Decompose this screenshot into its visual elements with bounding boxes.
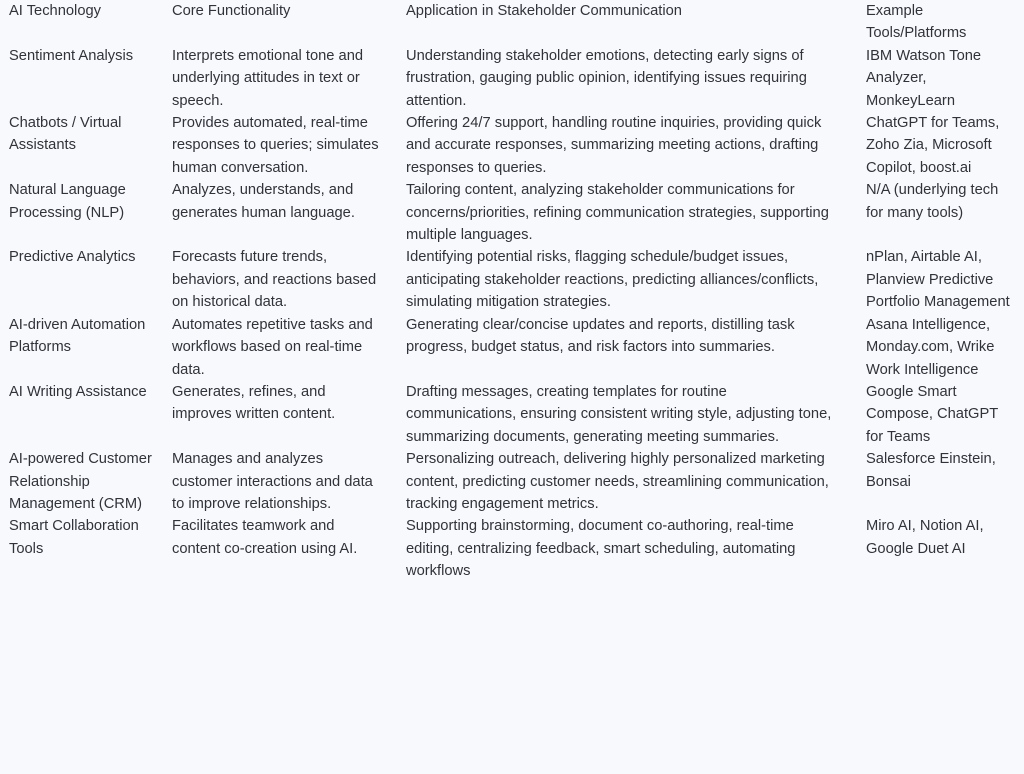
- table-row: [0, 515, 1024, 582]
- cell-tools: [863, 179, 1024, 246]
- cell-application: [398, 179, 863, 246]
- cell-text: Personalizing outreach, delivering highly personalized marketing content, predicting customer needs, streamlining communication, tracking engagement metrics.: [406, 451, 829, 512]
- cell-text: Forecasts future trends, behaviors, and reactions based on historical data.: [172, 249, 377, 311]
- column-header-example-tools: [863, 0, 1024, 45]
- cell-functionality: [166, 179, 398, 246]
- cell-technology: [0, 448, 166, 515]
- cell-text: Google Smart Compose, ChatGPT for Teams: [866, 383, 998, 445]
- cell-text: Offering 24/7 support, handling routine inquiries, providing quick and accurate responses, summarizing meeting actions, drafting responses to queries.: [406, 115, 822, 176]
- cell-text: Identifying potential risks, flagging schedule/budget issues, anticipating stakeholder reactions, predicting alliances/conflicts, simulating mitigation strategies.: [406, 249, 819, 311]
- cell-functionality: [166, 314, 398, 381]
- column-header-core-functionality: [166, 0, 398, 45]
- cell-tools: [863, 112, 1024, 179]
- cell-text: Smart Collaboration Tools: [9, 518, 139, 557]
- cell-text: Miro AI, Notion AI, Google Duet AI: [866, 518, 984, 557]
- cell-tools: [863, 381, 1024, 448]
- cell-technology: [0, 246, 166, 313]
- cell-tools: [863, 246, 1024, 313]
- cell-text: ChatGPT for Teams, Zoho Zia, Microsoft Copilot, boost.ai: [866, 115, 1000, 176]
- cell-text: Provides automated, real-time responses to queries; simulates human conversation.: [172, 115, 379, 176]
- table-row: [0, 314, 1024, 381]
- cell-text: Drafting messages, creating templates for routine communications, ensuring consistent writing style, adjusting tone, summarizing documents, generating meeting summaries.: [406, 383, 832, 445]
- table-header-row: [0, 0, 1024, 45]
- cell-functionality: [166, 381, 398, 448]
- cell-text: Tailoring content, analyzing stakeholder communications for concerns/priorities, refining communication strategies, supporting multiple languages.: [406, 182, 829, 244]
- cell-text: AI Writing Assistance: [9, 383, 147, 400]
- cell-text: Natural Language Processing (NLP): [9, 182, 126, 221]
- cell-functionality: [166, 448, 398, 515]
- column-header-label: AI Technology: [9, 3, 101, 19]
- cell-application: [398, 112, 863, 179]
- column-header-application: [398, 0, 863, 45]
- cell-tools: [863, 45, 1024, 112]
- cell-application: [398, 246, 863, 313]
- cell-tools: [863, 448, 1024, 515]
- cell-technology: [0, 314, 166, 381]
- cell-text: AI-driven Automation Platforms: [9, 316, 146, 356]
- table-row: [0, 45, 1024, 112]
- cell-text: Generating clear/concise updates and reports, distilling task progress, budget status, and risk factors into summaries.: [406, 316, 795, 356]
- cell-text: Chatbots / Virtual Assistants: [9, 115, 122, 154]
- table-row: [0, 246, 1024, 313]
- cell-text: AI-powered Customer Relationship Management (CRM): [9, 451, 152, 512]
- cell-text: Generates, refines, and improves written content.: [172, 383, 336, 423]
- cell-text: Predictive Analytics: [9, 249, 136, 266]
- cell-text: Asana Intelligence, Monday.com, Wrike Work Intelligence: [866, 316, 995, 378]
- table-header: [0, 0, 1024, 45]
- table-body: [0, 45, 1024, 583]
- cell-functionality: [166, 112, 398, 179]
- cell-application: [398, 448, 863, 515]
- cell-technology: [0, 179, 166, 246]
- cell-application: [398, 381, 863, 448]
- table-row: [0, 179, 1024, 246]
- cell-technology: [0, 45, 166, 112]
- cell-tools: [863, 515, 1024, 582]
- cell-text: Automates repetitive tasks and workflows based on real-time data.: [172, 316, 373, 378]
- column-header-ai-technology: [0, 0, 166, 45]
- table-row: [0, 112, 1024, 179]
- cell-technology: [0, 112, 166, 179]
- cell-text: Sentiment Analysis: [9, 47, 134, 64]
- column-header-label: Application in Stakeholder Communication: [406, 3, 682, 19]
- cell-text: nPlan, Airtable AI, Planview Predictive Portfolio Management: [866, 249, 1010, 311]
- cell-application: [398, 314, 863, 381]
- cell-functionality: [166, 515, 398, 582]
- column-header-label: Example Tools/Platforms: [866, 3, 967, 42]
- cell-functionality: [166, 246, 398, 313]
- cell-text: Salesforce Einstein, Bonsai: [866, 451, 996, 490]
- column-header-label: Core Functionality: [172, 3, 291, 19]
- cell-application: [398, 515, 863, 582]
- cell-text: Analyzes, understands, and generates human language.: [172, 182, 355, 221]
- cell-text: Interprets emotional tone and underlying attitudes in text or speech.: [172, 47, 364, 109]
- cell-application: [398, 45, 863, 112]
- cell-technology: [0, 381, 166, 448]
- cell-technology: [0, 515, 166, 582]
- cell-text: Supporting brainstorming, document co-authoring, real-time editing, centralizing feedback, smart scheduling, automating workflows: [406, 518, 796, 580]
- cell-text: Understanding stakeholder emotions, detecting early signs of frustration, gauging public opinion, identifying issues requiring attention.: [406, 47, 807, 109]
- cell-tools: [863, 314, 1024, 381]
- cell-text: IBM Watson Tone Analyzer, MonkeyLearn: [866, 47, 982, 109]
- cell-text: Facilitates teamwork and content co-creation using AI.: [172, 518, 358, 557]
- cell-functionality: [166, 45, 398, 112]
- table-row: [0, 448, 1024, 515]
- cell-text: Manages and analyzes customer interactions and data to improve relationships.: [172, 451, 373, 512]
- table-row: [0, 381, 1024, 448]
- cell-text: N/A (underlying tech for many tools): [866, 182, 999, 221]
